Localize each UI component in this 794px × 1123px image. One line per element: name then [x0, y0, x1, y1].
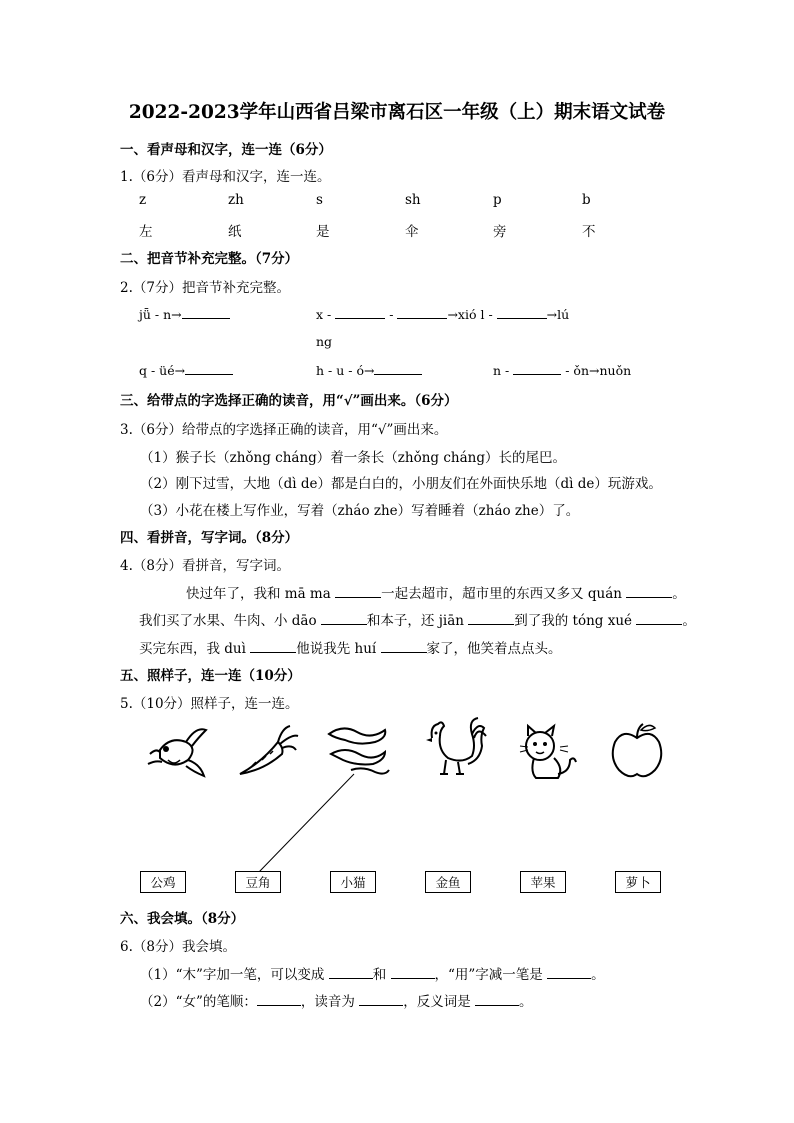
initial-s: s [316, 192, 323, 208]
section-3-heading: 三、给带点的字选择正确的读音，用“√”画出来。（6分） [120, 393, 458, 409]
word-box-rooster[interactable]: 公鸡 [140, 871, 186, 893]
syllable-huo-label: h - u - ó→ [316, 363, 375, 378]
syllable-ju-label: jǖ - n→ [139, 307, 182, 322]
answer-blank[interactable] [359, 993, 403, 1006]
syllable-que-label: q - üé→ [139, 363, 186, 378]
char-bu: 不 [582, 224, 596, 240]
q4-text: 。 [672, 586, 686, 602]
syllable-x-label: x - [316, 307, 332, 322]
section-6-heading: 六、我会填。（8分） [120, 911, 245, 927]
q4-text: 一起去超市，超市里的东西又多又 quán [381, 586, 622, 602]
syllable-n-label: n - [493, 363, 510, 378]
word-box-radish[interactable]: 萝卜 [615, 871, 661, 893]
q4-text: 家了，他笑着点点头。 [426, 641, 562, 657]
section-5-heading: 五、照样子，连一连（10分） [120, 668, 301, 684]
initial-p: p [493, 192, 502, 208]
q3-line-3: （3）小花在楼上写作业，写着（zháo zhe）写着睡着（zháo zhe）了。 [140, 503, 580, 519]
q3-line-1: （1）猴子长（zhǒng cháng）着一条长（zhǒng cháng）长的尾巴。 [140, 450, 566, 466]
question-1: 1.（6分）看声母和汉字，连一连。 [120, 169, 331, 185]
initial-z: z [139, 192, 147, 208]
initial-b: b [582, 192, 591, 208]
section-4-heading: 四、看拼音，写字词。（8分） [120, 530, 299, 546]
syllable-nuan-label: - ǒn→nuǒn [565, 363, 632, 378]
question-6: 6.（8分）我会填。 [120, 939, 236, 955]
syllable-lu-label: →lú [546, 307, 570, 322]
char-pang: 旁 [493, 224, 507, 240]
q6-text: ，反义词是 [403, 994, 471, 1010]
char-shi: 是 [316, 224, 330, 240]
q4-text: 我们买了水果、牛肉、小 dāo [139, 613, 317, 629]
q6-text: （1）“木”字加一笔，可以变成 [140, 967, 325, 983]
q4-text: 和本子，还 jiān [366, 613, 464, 629]
answer-blank[interactable] [391, 966, 435, 979]
char-zhi: 纸 [228, 224, 242, 240]
answer-blank[interactable] [475, 993, 519, 1006]
q4-text: 。 [682, 613, 696, 629]
q4-text: 他说我先 huí [296, 641, 377, 657]
q4-text: 快过年了，我和 mā ma [186, 586, 331, 602]
q3-line-2: （2）刚下过雪，大地（dì de）都是白白的，小朋友们在外面快乐地（dì de）玩游戏。 [140, 476, 662, 492]
section-2-heading: 二、把音节补充完整。（7分） [120, 251, 299, 267]
q6-text: ，读音为 [300, 994, 355, 1010]
question-4: 4.（8分）看拼音，写字词。 [120, 558, 290, 574]
char-san: 伞 [405, 224, 419, 240]
word-box-bean[interactable]: 豆角 [235, 871, 281, 893]
page-title: 2022-2023学年山西省吕梁市离石区一年级（上）期末语文试卷 [128, 102, 666, 123]
initial-zh: zh [228, 192, 244, 208]
syllable-l-label: l - [480, 307, 493, 322]
char-zuo: 左 [139, 224, 153, 240]
word-box-apple[interactable]: 苹果 [520, 871, 566, 893]
question-3: 3.（6分）给带点的字选择正确的读音，用“√”画出来。 [120, 422, 448, 438]
syllable-xio-label: →xió [447, 307, 477, 322]
word-box-cat[interactable]: 小猫 [330, 871, 376, 893]
syllable-ng: ng [316, 334, 333, 349]
answer-blank[interactable] [547, 966, 591, 979]
syllable-dash: - [389, 307, 394, 322]
answer-blank[interactable] [329, 966, 373, 979]
section-1-heading: 一、看声母和汉字，连一连（6分） [120, 142, 332, 158]
q6-text: 和 [372, 967, 387, 983]
q6-text: 。 [591, 967, 605, 983]
q4-text: 到了我的 tóng xué [514, 613, 633, 629]
question-5: 5.（10分）照样子，连一连。 [120, 696, 299, 712]
answer-blank[interactable] [257, 993, 301, 1006]
q6-line-2 [140, 990, 533, 1010]
q6-line-1 [140, 963, 605, 983]
q6-text: ，“用”字减一笔是 [434, 967, 543, 983]
q4-text: 买完东西，我 duì [139, 641, 246, 657]
initial-sh: sh [405, 192, 421, 208]
word-box-goldfish[interactable]: 金鱼 [425, 871, 471, 893]
q6-text: （2）“女”的笔顺： [140, 994, 257, 1010]
q6-text: 。 [519, 994, 533, 1010]
question-2: 2.（7分）把音节补充完整。 [120, 280, 290, 296]
